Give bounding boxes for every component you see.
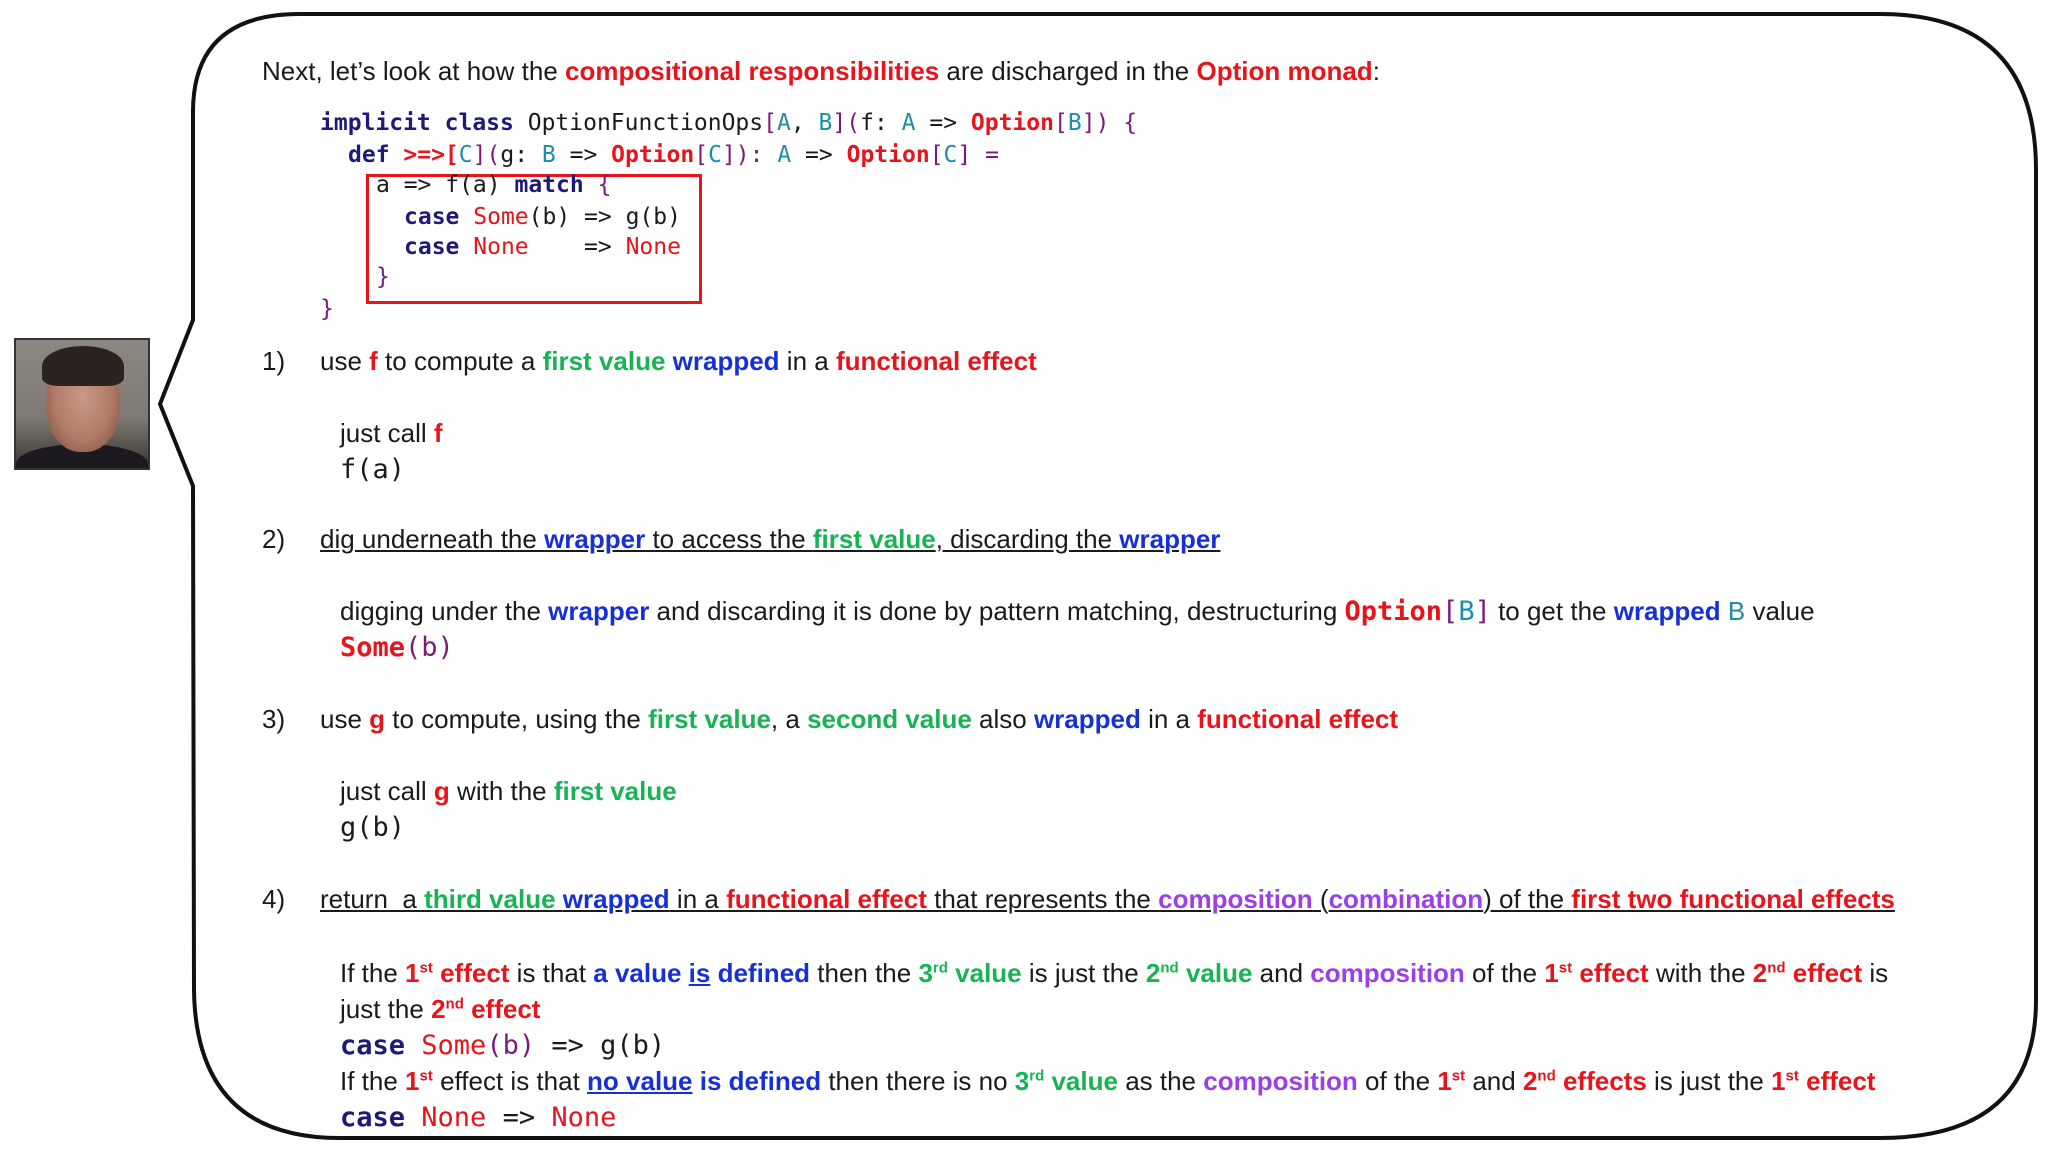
item-text: with the bbox=[1648, 958, 1753, 988]
code-token: A bbox=[901, 110, 916, 136]
item-text: f bbox=[369, 346, 378, 376]
item-number: 2) bbox=[262, 524, 286, 554]
item-text: that represents the bbox=[926, 884, 1159, 914]
item-text: st bbox=[1558, 959, 1573, 977]
code-token: , bbox=[790, 110, 819, 136]
item-text: 3 bbox=[1014, 1066, 1030, 1096]
item-text: effect bbox=[1572, 958, 1649, 988]
code-token: None bbox=[551, 1102, 617, 1133]
item-text: effect bbox=[1785, 958, 1863, 988]
item-text: digging under the bbox=[340, 596, 549, 626]
item-text: composition bbox=[1158, 884, 1313, 914]
item-text: then the bbox=[810, 958, 919, 988]
item-text bbox=[556, 884, 563, 914]
item-text: of the bbox=[1357, 1066, 1438, 1096]
code-token: (b) bbox=[405, 632, 454, 663]
item-text: effect bbox=[463, 994, 541, 1024]
item-text: composition bbox=[1310, 958, 1465, 988]
code-token: a => f(a) bbox=[376, 172, 515, 198]
item-text: rd bbox=[932, 959, 948, 977]
code-token: None bbox=[625, 234, 681, 260]
intro-text: Next, let’s look at how the bbox=[262, 56, 566, 86]
code-token: g(b) bbox=[600, 1030, 666, 1061]
item-4-code-2 bbox=[340, 1102, 616, 1133]
item-text: nd bbox=[1537, 1067, 1556, 1085]
item-text: first value bbox=[553, 776, 677, 806]
item-text: in a bbox=[779, 346, 836, 376]
item-1-code: f(a) bbox=[340, 454, 406, 485]
item-text: no value bbox=[587, 1066, 693, 1096]
item-text: f bbox=[433, 418, 443, 448]
item-text: just call bbox=[340, 418, 434, 448]
avatar-hair bbox=[42, 346, 124, 386]
item-4-heading bbox=[262, 884, 1895, 915]
item-text: return a bbox=[320, 884, 425, 914]
item-text: just the bbox=[340, 994, 432, 1024]
item-text: wrapped bbox=[562, 884, 670, 914]
intro-line bbox=[262, 56, 1380, 87]
item-text: of the bbox=[1464, 958, 1545, 988]
item-text: third value bbox=[424, 884, 556, 914]
item-text: 1 bbox=[1437, 1066, 1452, 1096]
item-text: If the bbox=[340, 958, 406, 988]
code-line-1 bbox=[320, 110, 1137, 136]
item-text: wrapped bbox=[672, 346, 780, 376]
item-text: 1 bbox=[405, 1066, 420, 1096]
item-text: dig underneath the bbox=[320, 524, 545, 554]
item-text: as the bbox=[1117, 1066, 1204, 1096]
item-3-heading bbox=[262, 704, 1399, 735]
code-token: f: bbox=[860, 110, 902, 136]
item-4-code-1 bbox=[340, 1030, 665, 1061]
item-text bbox=[665, 346, 672, 376]
item-text: is bbox=[1862, 958, 1889, 988]
item-text: st bbox=[419, 959, 433, 977]
item-1-sub bbox=[340, 418, 443, 449]
intro-highlight: Option monad bbox=[1196, 56, 1373, 86]
code-token: def bbox=[348, 142, 404, 168]
item-text: value bbox=[947, 958, 1022, 988]
item-text: 1 bbox=[1544, 958, 1559, 988]
item-text: value bbox=[1178, 958, 1253, 988]
item-text: If the bbox=[340, 1066, 406, 1096]
code-token: >=>[ bbox=[403, 142, 459, 168]
item-text: value bbox=[1044, 1066, 1118, 1096]
item-text: B bbox=[1458, 596, 1475, 627]
item-text: then there is no bbox=[821, 1066, 1015, 1096]
code-line-3 bbox=[376, 172, 611, 198]
item-1-heading bbox=[262, 346, 1037, 377]
code-token: (b) bbox=[528, 204, 571, 230]
code-token: case bbox=[404, 204, 474, 230]
item-3-code: g(b) bbox=[340, 812, 406, 843]
item-text: also bbox=[971, 704, 1034, 734]
item-text: effect bbox=[1798, 1066, 1876, 1096]
code-token: match bbox=[514, 172, 584, 198]
item-text: effect is that bbox=[432, 1066, 588, 1096]
code-token: case bbox=[340, 1102, 422, 1133]
item-text: g bbox=[433, 776, 450, 806]
item-number: 1) bbox=[262, 346, 286, 376]
item-text: ) of the bbox=[1483, 884, 1572, 914]
item-text: 2 bbox=[1522, 1066, 1538, 1096]
item-text: is defined bbox=[692, 1066, 822, 1096]
item-4-line-b bbox=[340, 994, 540, 1025]
presenter-avatar bbox=[14, 338, 150, 470]
item-text: functional effect bbox=[1197, 704, 1399, 734]
item-text: and discarding it is done by pattern matching, destructuring bbox=[649, 596, 1345, 626]
code-token: Some bbox=[340, 632, 406, 663]
item-text: 1 bbox=[1771, 1066, 1786, 1096]
item-text: to compute, using the bbox=[385, 704, 649, 734]
item-text: ] bbox=[1474, 596, 1491, 627]
code-token: B bbox=[1067, 110, 1082, 136]
item-text: 2 bbox=[1752, 958, 1768, 988]
code-token: => bbox=[791, 142, 847, 168]
item-text bbox=[1721, 596, 1728, 626]
code-token: ]) bbox=[1081, 110, 1110, 136]
item-text: 1 bbox=[405, 958, 420, 988]
item-text: 2 bbox=[1145, 958, 1161, 988]
item-text: , a bbox=[770, 704, 808, 734]
item-text: wrapped bbox=[1613, 596, 1721, 626]
item-text: Option bbox=[1344, 596, 1443, 627]
item-text: value bbox=[1745, 596, 1815, 626]
intro-text: are discharged in the bbox=[939, 56, 1197, 86]
item-3-sub bbox=[340, 776, 677, 807]
item-text: use bbox=[320, 346, 370, 376]
item-text: B bbox=[1727, 596, 1746, 626]
code-token: case bbox=[340, 1030, 422, 1061]
item-text: is bbox=[688, 958, 711, 988]
code-token: => g(b) bbox=[570, 204, 681, 230]
item-text: first two functional effects bbox=[1571, 884, 1895, 914]
item-text: functional effect bbox=[835, 346, 1037, 376]
item-text: first value bbox=[542, 346, 666, 376]
item-number: 3) bbox=[262, 704, 286, 734]
item-text: [ bbox=[1442, 596, 1459, 627]
item-text: nd bbox=[1160, 959, 1179, 977]
code-token: => bbox=[535, 1030, 601, 1061]
item-text: wrapper bbox=[548, 596, 650, 626]
code-line-7: } bbox=[320, 296, 334, 322]
item-text: to access the bbox=[645, 524, 813, 554]
item-text: functional effect bbox=[726, 884, 927, 914]
item-text: second value bbox=[807, 704, 972, 734]
item-text: and bbox=[1252, 958, 1311, 988]
item-text: just call bbox=[340, 776, 434, 806]
code-token: Option bbox=[970, 110, 1054, 136]
item-text: wrapper bbox=[1119, 524, 1221, 554]
code-token: g: bbox=[500, 142, 542, 168]
code-token: => bbox=[486, 1102, 552, 1133]
code-token: Option bbox=[611, 142, 695, 168]
code-token: => bbox=[528, 234, 626, 260]
code-token: OptionFunctionOps bbox=[527, 110, 764, 136]
code-token: case bbox=[404, 234, 474, 260]
code-token: (b) bbox=[486, 1030, 536, 1061]
item-text: st bbox=[419, 1067, 433, 1085]
code-token: A bbox=[777, 142, 792, 168]
item-text: and bbox=[1465, 1066, 1523, 1096]
item-text: in a bbox=[1140, 704, 1198, 734]
item-text: st bbox=[1451, 1067, 1466, 1085]
item-text: g bbox=[369, 704, 386, 734]
code-token: implicit class bbox=[320, 110, 528, 136]
item-text: , discarding the bbox=[935, 524, 1120, 554]
item-text: wrapper bbox=[544, 524, 646, 554]
item-text: with the bbox=[449, 776, 554, 806]
code-token: [ bbox=[694, 142, 709, 168]
item-text: use bbox=[320, 704, 370, 734]
code-token: C bbox=[708, 142, 722, 168]
code-token: A bbox=[776, 110, 791, 136]
item-text: wrapped bbox=[1033, 704, 1141, 734]
item-text: rd bbox=[1029, 1067, 1045, 1085]
code-token: None bbox=[473, 234, 529, 260]
code-token: [ bbox=[929, 142, 944, 168]
item-4-line-d bbox=[340, 1066, 1875, 1097]
code-token: B bbox=[818, 110, 833, 136]
code-token: => bbox=[555, 142, 612, 168]
item-text: ( bbox=[1312, 884, 1329, 914]
item-text: combination bbox=[1328, 884, 1484, 914]
code-token: => bbox=[915, 110, 971, 136]
item-text: first value bbox=[812, 524, 936, 554]
item-text: effect bbox=[432, 958, 510, 988]
code-token: Some bbox=[421, 1030, 487, 1061]
code-token: Some bbox=[473, 204, 529, 230]
item-text: nd bbox=[1767, 959, 1786, 977]
item-text: first value bbox=[648, 704, 771, 734]
code-token: ]( bbox=[832, 110, 861, 136]
code-token: [ bbox=[763, 110, 777, 136]
code-line-6: } bbox=[376, 264, 390, 290]
code-token: ] = bbox=[957, 142, 999, 168]
code-token: { bbox=[583, 172, 612, 198]
item-text: is just the bbox=[1646, 1066, 1772, 1096]
code-token: B bbox=[541, 142, 556, 168]
code-line-2 bbox=[348, 142, 999, 168]
item-text: is just the bbox=[1021, 958, 1146, 988]
code-line-4 bbox=[404, 204, 681, 230]
intro-text: : bbox=[1372, 56, 1380, 86]
item-text: composition bbox=[1203, 1066, 1358, 1096]
item-text: nd bbox=[445, 995, 464, 1013]
item-text: 2 bbox=[431, 994, 446, 1024]
code-token: C bbox=[943, 142, 958, 168]
code-token: C bbox=[458, 142, 473, 168]
code-token: [ bbox=[1054, 110, 1068, 136]
item-number: 4) bbox=[262, 884, 286, 914]
item-text: effects bbox=[1555, 1066, 1647, 1096]
item-text: is that bbox=[509, 958, 594, 988]
item-2-sub bbox=[340, 596, 1815, 627]
code-token: None bbox=[421, 1102, 487, 1133]
item-text: to get the bbox=[1490, 596, 1614, 626]
item-text: 3 bbox=[918, 958, 933, 988]
item-text: a value bbox=[593, 958, 689, 988]
code-token: ]): bbox=[721, 142, 778, 168]
code-token: { bbox=[1109, 110, 1138, 136]
item-2-code bbox=[340, 632, 454, 663]
intro-highlight: compositional responsibilities bbox=[565, 56, 940, 86]
code-token: ]( bbox=[472, 142, 501, 168]
item-text: defined bbox=[710, 958, 811, 988]
code-token: Option bbox=[846, 142, 930, 168]
item-4-line-a bbox=[340, 958, 1888, 989]
item-text: st bbox=[1785, 1067, 1799, 1085]
item-text: to compute a bbox=[377, 346, 543, 376]
item-2-heading bbox=[262, 524, 1221, 555]
item-text: in a bbox=[669, 884, 727, 914]
code-line-5 bbox=[404, 234, 681, 260]
